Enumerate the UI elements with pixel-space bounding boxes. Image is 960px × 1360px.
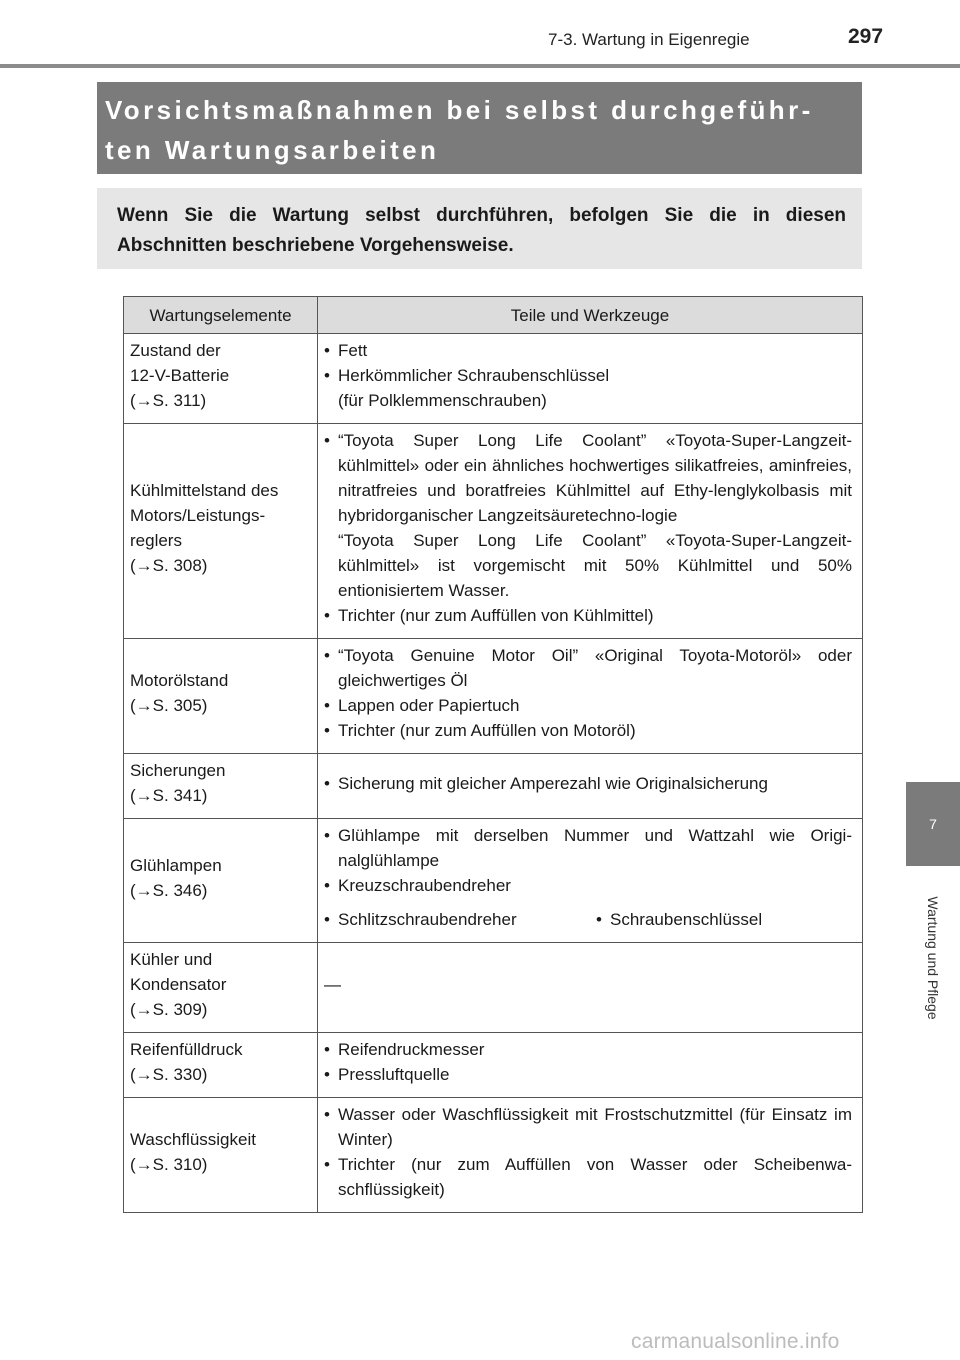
table-row [124, 1033, 863, 1098]
parts-cell [318, 819, 863, 943]
list-item: • Trichter (nur zum Auffüllen von Wasser oder Scheibenwa-schflüssigkeit) [324, 1152, 852, 1202]
table-row [124, 424, 863, 639]
parts-cell [318, 334, 863, 424]
list-item [324, 363, 852, 413]
item-cell: Kühler und Kondensator (→S. 309) [124, 943, 318, 1033]
page-title-line: Vorsichtsmaßnahmen bei selbst durchgeführ- [105, 95, 814, 125]
list-item: • Trichter (nur zum Auffüllen von Motoröl) [324, 718, 852, 743]
list-item: • Trichter (nur zum Auffüllen von Kühlmittel) [324, 603, 852, 628]
page-title-line: ten Wartungsarbeiten [105, 135, 440, 165]
header-section-title: 7-3. Wartung in Eigenregie [548, 30, 750, 49]
header-divider [0, 64, 960, 68]
table-row [124, 334, 863, 424]
parts-cell [318, 639, 863, 754]
chapter-tab: 7 [906, 782, 960, 866]
table-row [124, 819, 863, 943]
parts-cell-empty: — [318, 943, 863, 1033]
list-item-pair [324, 907, 852, 932]
list-item: • Glühlampe mit derselben Nummer und Wattzahl wie Origi-nalglühlampe [324, 823, 852, 873]
list-item: • Kreuzschraubendreher [324, 873, 852, 898]
title-banner [97, 82, 862, 174]
list-item: • Schlitzschraubendreher [324, 907, 596, 932]
list-item-text: “Toyota Super Long Life Coolant” «Toyota-Super-Langzeit-kühlmittel» oder ein ähnliches hochwertiges silikatfreies, aminfreies, nitratfreies und boratfreies Kühlmittel auf Ethy-lenglykolbasis mit hybridorganischer Langzeitsäuretechno-logie [338, 431, 852, 525]
page-title [105, 90, 852, 170]
parts-cell [318, 424, 863, 639]
list-item: • Sicherung mit gleicher Amperezahl wie Originalsicherung [324, 771, 852, 796]
list-item: • Reifendruckmesser [324, 1037, 852, 1062]
list-item: • Fett [324, 338, 852, 363]
item-cell: Kühlmittelstand des Motors/Leistungs- reglers (→S. 308) [124, 424, 318, 639]
table-row [124, 943, 863, 1033]
parts-cell [318, 1098, 863, 1213]
header-teile-werkzeuge: Teile und Werkzeuge [318, 297, 863, 334]
item-cell: Waschflüssigkeit (→S. 310) [124, 1098, 318, 1213]
list-item-text: Herkömmlicher Schraubenschlüssel [338, 366, 610, 385]
list-item: • “Toyota Genuine Motor Oil” «Original Toyota-Motoröl» oder gleichwertiges Öl [324, 643, 852, 693]
item-cell: Sicherungen (→S. 341) [124, 754, 318, 819]
list-item-subline: “Toyota Super Long Life Coolant” «Toyota-Super-Langzeit-kühlmittel» ist vorgemischt mit 50% Kühlmittel und 50% entionisiertem Wasser. [338, 531, 852, 600]
list-item: • Wasser oder Waschflüssigkeit mit Frostschutzmittel (für Einsatz im Winter) [324, 1102, 852, 1152]
intro-text: Wenn Sie die Wartung selbst durchführen, befolgen Sie die in diesen Abschnitten beschriebene Vorgehensweise. [117, 205, 846, 256]
maintenance-table [123, 296, 863, 1213]
list-item: • Lappen oder Papiertuch [324, 693, 852, 718]
item-cell: Motorölstand (→S. 305) [124, 639, 318, 754]
table-row [124, 754, 863, 819]
list-item [324, 428, 852, 603]
header-wartungselemente: Wartungselemente [124, 297, 318, 334]
list-item: • Schraubenschlüssel [596, 907, 762, 932]
item-cell: Zustand der 12-V-Batterie (→S. 311) [124, 334, 318, 424]
table-header-row [124, 297, 863, 334]
chapter-label: Wartung und Pflege [925, 896, 941, 1020]
parts-cell [318, 1033, 863, 1098]
watermark: carmanualsonline.info [631, 1330, 840, 1353]
intro-box [97, 188, 862, 269]
item-cell: Glühlampen (→S. 346) [124, 819, 318, 943]
table-row [124, 1098, 863, 1213]
list-item-subline: (für Polklemmenschrauben) [338, 391, 547, 410]
item-cell: Reifenfülldruck (→S. 330) [124, 1033, 318, 1098]
table-row [124, 639, 863, 754]
list-item: • Pressluftquelle [324, 1062, 852, 1087]
parts-cell [318, 754, 863, 819]
page-number: 297 [848, 25, 884, 48]
